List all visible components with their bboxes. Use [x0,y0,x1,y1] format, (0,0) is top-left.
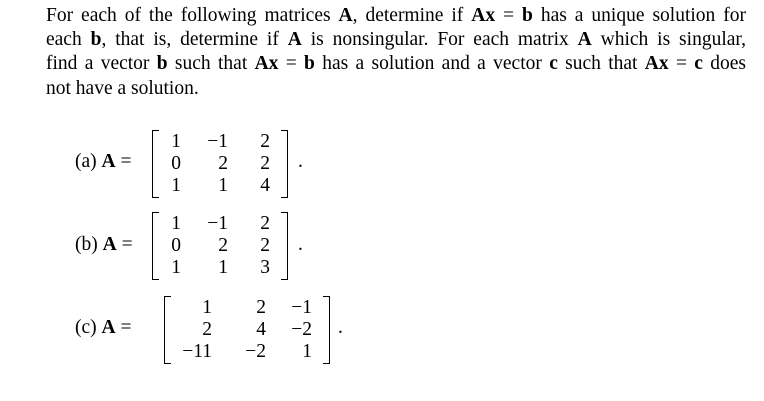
matrix-symbol: A [102,234,117,255]
matrix-entry: −1 [207,131,228,152]
matrix-entry: −2 [245,341,266,362]
matrix-entry: 1 [171,213,181,234]
matrix-symbol: A [101,317,116,338]
matrix-symbol: A [101,151,116,172]
text-run: which is singular, [591,29,746,51]
text-run: does [702,53,747,75]
matrix-entry: −2 [291,319,312,340]
part-label [75,317,132,339]
matrix-entry: 1 [171,175,181,196]
matrix-entry: 1 [171,131,181,152]
matrix-entry: 4 [260,175,270,196]
statement-line-2 [46,28,746,52]
matrix-entry: 2 [202,319,212,340]
terminating-period: . [338,317,343,338]
matrix-entry: −1 [291,297,312,318]
equals-sign: = [116,234,133,255]
product-symbol: Ax [644,53,669,75]
part-label [75,234,133,256]
matrix-entry: 2 [260,153,270,174]
text-run: each [46,29,91,51]
equals-sign: = [668,53,695,75]
part-letter: (b) [75,234,103,255]
equals-sign: = [278,53,305,75]
terminating-period: . [298,151,303,172]
vector-symbol: c [549,53,558,75]
matrix-entry: 1 [218,257,228,278]
matrix-entries [152,130,288,198]
vector-symbol: b [90,29,102,51]
text-run: , that is, determine if [101,29,288,51]
text-run: is nonsingular. For each matrix [301,29,578,51]
text-run: has a solution and a vector [314,53,550,75]
text-run: , determine if [352,5,472,26]
vector-symbol: b [304,53,315,75]
matrix-entry: 2 [260,131,270,152]
problem-statement [46,4,746,101]
vector-symbol: b [156,53,168,75]
vector-symbol: b [522,5,533,26]
matrix-entry: 2 [260,235,270,256]
matrix-symbol: A [338,5,353,26]
text-run: such that [557,53,645,75]
part-c [0,290,764,380]
matrix-entry: 4 [256,319,266,340]
text-run: has a unique solution for [532,5,747,26]
matrix-entry: 0 [171,153,181,174]
matrix-entry: −1 [207,213,228,234]
product-symbol: Ax [471,5,496,26]
matrix-entries [152,212,288,280]
matrix-entry: 2 [256,297,266,318]
matrix-entry: 2 [260,213,270,234]
equals-sign: = [495,5,523,26]
text-run: find a vector [46,53,157,75]
product-symbol: Ax [254,53,279,75]
matrix-entry: 3 [260,257,270,278]
matrix-entry: 2 [218,235,228,256]
matrix-entry: 0 [171,235,181,256]
statement-line-4: not have a solution. [46,77,199,99]
matrix-symbol: A [577,29,592,51]
part-label [75,151,132,173]
part-letter: (a) [75,151,102,172]
statement-line-3 [46,52,746,76]
text-run: For each of the following matrices [46,5,339,26]
matrix [164,296,330,364]
matrix [152,130,288,198]
matrix-entry: 1 [302,341,312,362]
equals-sign: = [115,317,132,338]
part-b [0,206,764,296]
matrix-entry: 1 [202,297,212,318]
matrix-entry: 2 [218,153,228,174]
part-letter: (c) [75,317,102,338]
matrix-symbol: A [287,29,302,51]
vector-symbol: c [694,53,703,75]
matrix-entries [164,296,330,364]
matrix [152,212,288,280]
equals-sign: = [115,151,132,172]
text-run: such that [167,53,255,75]
matrix-entry: 1 [171,257,181,278]
matrix-entry: 1 [218,175,228,196]
terminating-period: . [298,234,303,255]
part-a [0,124,764,214]
matrix-entry: −11 [182,341,212,362]
statement-line-1 [46,4,746,28]
